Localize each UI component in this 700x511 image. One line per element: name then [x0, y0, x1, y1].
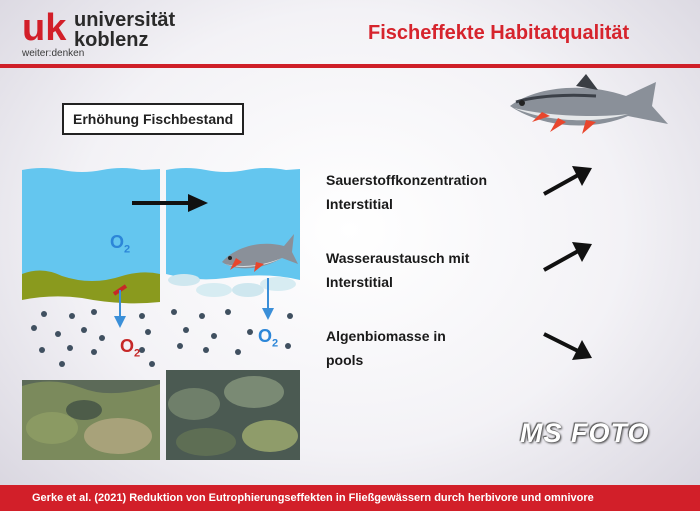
- increase-arrow-icon: [540, 164, 596, 200]
- effect-oxygen: [326, 168, 487, 216]
- decrease-arrow-icon: [540, 328, 596, 364]
- effect-algae-line1: Algenbiomasse in: [326, 328, 446, 344]
- o2-label-exchange: $O_2$: [258, 326, 279, 350]
- effect-exchange: [326, 246, 469, 294]
- logo-tagline: weiter:denken: [22, 48, 85, 59]
- effect-exchange-line1: Wasseraustausch mit: [326, 250, 470, 266]
- photo-watermark: MS FOTO: [520, 418, 650, 448]
- effect-exchange-line2: Interstitial: [326, 274, 393, 290]
- slide-title: Fischeffekte Habitatqualität: [368, 22, 630, 44]
- footer-citation: Gerke et al. (2021) Reduktion von Eutrophierungseffekten in Fließgewässern durch herbivore und omnivore: [32, 492, 594, 504]
- effect-algae: [326, 324, 446, 372]
- effect-algae-line2: pools: [326, 352, 364, 368]
- uk-logo-icon: [22, 8, 70, 48]
- footer-citation-bar: [0, 485, 700, 511]
- effect-oxygen-line1: Sauerstoffkonzentration: [326, 172, 488, 188]
- title-divider: [0, 64, 700, 68]
- increase-arrow-icon-2: [540, 240, 596, 276]
- logo-name: [74, 10, 214, 50]
- flow-arrow-icon: [130, 190, 210, 216]
- logo-mark-text: uk: [22, 8, 67, 48]
- logo-name-line1: universität: [74, 9, 176, 31]
- fish-icon: [506, 72, 678, 138]
- o2-label-depleted: $O_2$: [120, 336, 141, 360]
- o2-label-water: $O_2$: [110, 232, 131, 256]
- logo-name-line2: koblenz: [74, 29, 149, 51]
- subtitle-box: Erhöhung Fischbestand: [62, 103, 244, 135]
- effect-oxygen-line2: Interstitial: [326, 196, 393, 212]
